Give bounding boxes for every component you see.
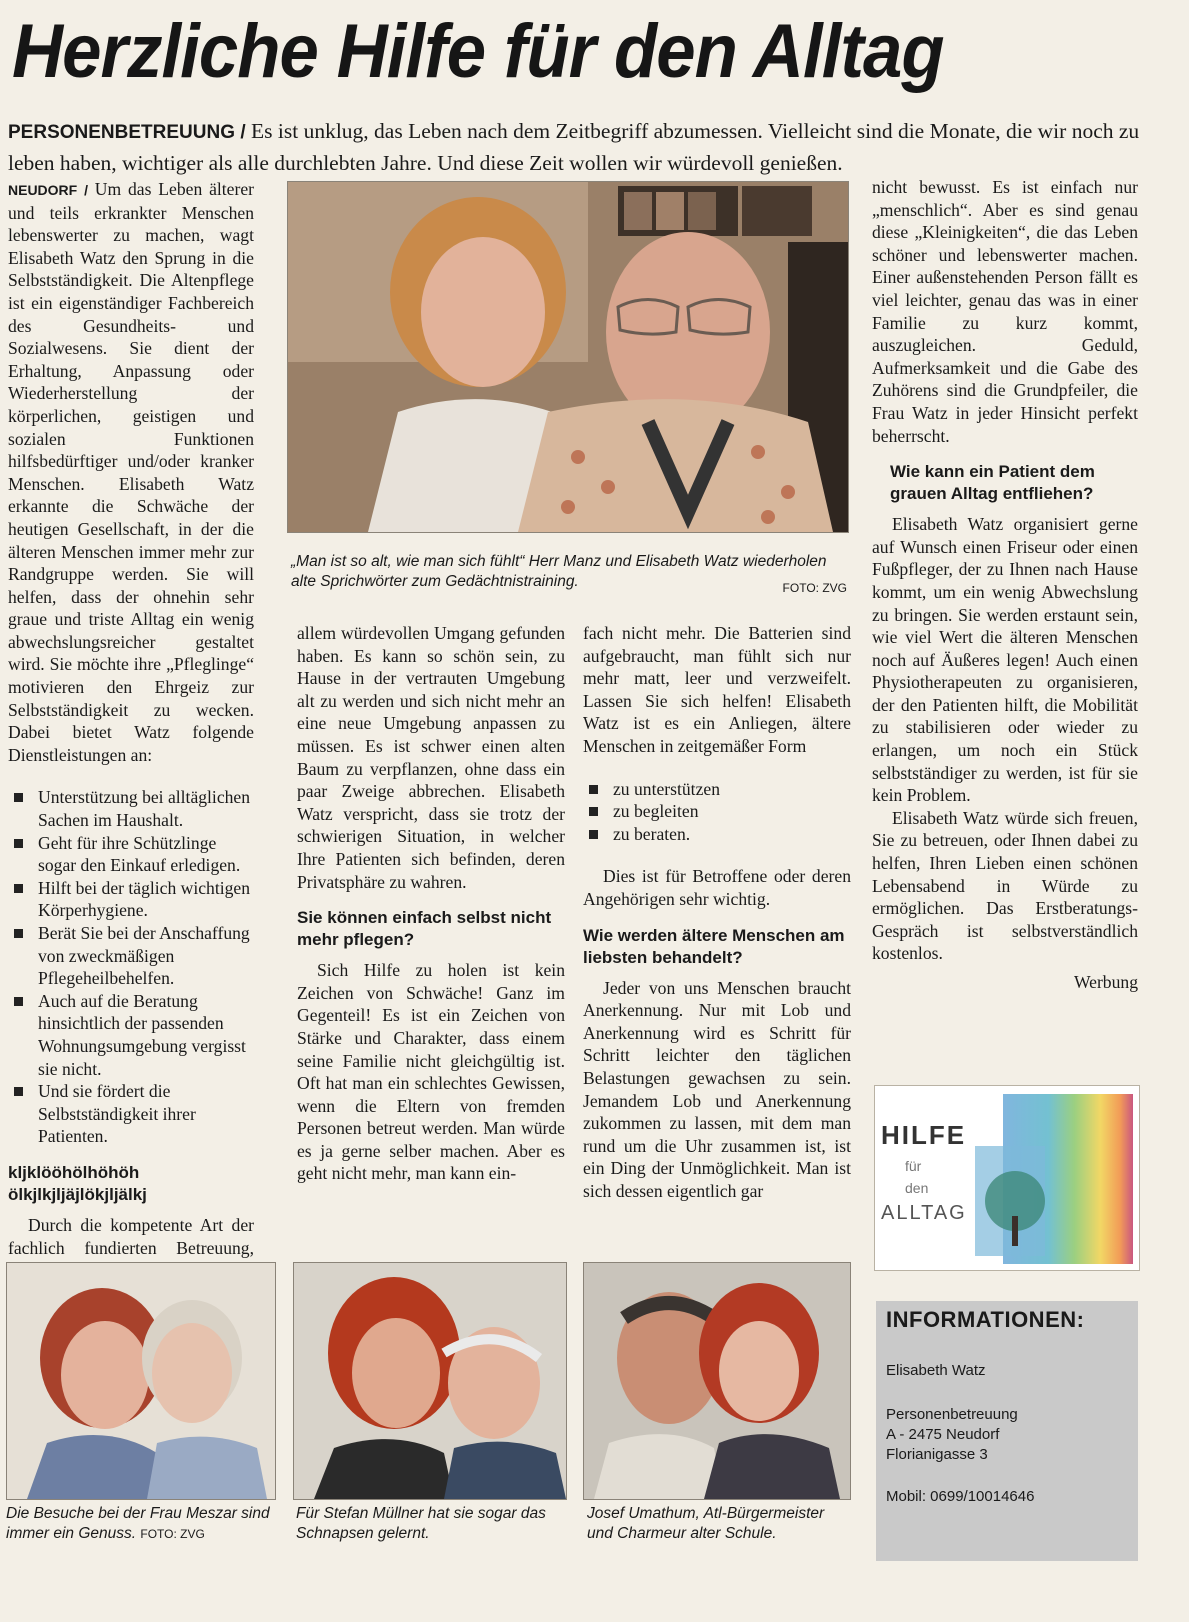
info-line-3: Florianigasse 3: [886, 1446, 988, 1463]
bottom-caption-1-text: Die Besuche bei der Frau Meszar sind immer ein Genuss.: [6, 1505, 270, 1542]
info-phone: Mobil: 0699/10014646: [886, 1488, 1035, 1505]
main-photo-caption: [291, 552, 847, 598]
info-line-2: A - 2475 Neudorf: [886, 1426, 1000, 1443]
col3-subhead: Wie werden ältere Menschen am liebsten behandelt?: [583, 925, 845, 967]
info-line-1: Personenbetreuung: [886, 1406, 1018, 1423]
column-4: [872, 176, 1138, 994]
main-photo-image: [288, 182, 848, 532]
lead-text: Es ist unklug, das Leben nach dem Zeitbegriff abzumessen. Vielleicht sind die Monate, die wir noch zu leben haben, wichtiger als alle durchlebten Jahre. Und diese Zeit wollen wir würdevoll genießen.: [8, 119, 1140, 175]
col3-paragraph-2: Dies ist für Betroffene oder deren Angehörigen sehr wichtig.: [583, 866, 851, 909]
logo-graphic: [875, 1086, 1139, 1270]
bottom-photo-2: [293, 1262, 567, 1500]
col1-paragraph-2: Durch die kompetente Art der fachlich fundierten Betreuung,: [8, 1214, 254, 1258]
info-title: INFORMATIONEN:: [886, 1307, 1085, 1332]
column-2: [297, 622, 565, 1185]
col4-subhead: Wie kann ein Patient dem grauen Alltag entfliehen?: [890, 462, 1095, 504]
col2-paragraph-2: Sich Hilfe zu holen ist kein Zeichen von Schwäche! Ganz im Gegenteil! Es ist ein Zeichen von Stärke und Charakter, dass einem seine Familie nicht gleichgültig ist. Oft hat man ein schlechtes Gewissen, wenn die Eltern von fremden Personen betreut werden. Man würde es ja gerne selber machen. Aber es geht nicht mehr, man kann ein-: [297, 960, 565, 1184]
list-item: zu begleiten: [583, 800, 851, 823]
col2-subhead: Sie können einfach selbst nicht mehr pflegen?: [297, 908, 552, 950]
col3-paragraph-3: Jeder von uns Menschen braucht Anerkennung. Nur mit Lob und Anerkennung wird es Schritt für Schritt leichter den täglichen Belastungen gewachsen zu sein. Jemandem Lob und Anerkennung zukommen zu lassen, mit dem man rund um die Uhr zusammen ist, ist ein Ding der Unmöglichkeit. Man ist sich dessen eigentlich gar: [583, 977, 851, 1201]
list-item: zu unterstützen: [583, 778, 851, 801]
info-box: [876, 1301, 1138, 1561]
bottom-caption-3: [587, 1504, 853, 1544]
bottom-caption-2-text: Für Stefan Müllner hat sie sogar das Schnapsen gelernt.: [296, 1505, 546, 1542]
headline: Herzliche Hilfe für den Alltag: [12, 9, 944, 94]
list-item: zu beraten.: [583, 823, 851, 846]
col1-subhead: kljklööhölhöhöh ölkjlkjljäjlökjljälkj: [8, 1162, 147, 1204]
col4-paragraph-2: Elisabeth Watz organisiert gerne auf Wunsch einen Friseur oder einen Fußpfleger, der zu Ihnen nach Hause kommt, um ein wenig Abwechslung zu bringen. Sie werden erstaunt sein, wie viel Wert die älteren Menschen noch auf Äußeres legen! Auch einen Physiotherapeuten zu organisieren, der den Patienten hilft, die Mobilität zu stabilisieren oder wieder zu erlangen, um noch ein Stück selbstständiger zu werden, ist für sie kein Problem.: [872, 514, 1138, 806]
bottom-caption-1: [6, 1504, 274, 1544]
bottom-photo-3: [583, 1262, 851, 1500]
column-3: [583, 622, 851, 1202]
lead-kicker: PERSONENBETREUUNG: [8, 122, 235, 143]
bottom-photo-2-image: [294, 1263, 566, 1499]
col3-paragraph-1: fach nicht mehr. Die Batterien sind aufgebraucht, man fühlt sich nur mehr matt, leer und verzweifelt. Lassen Sie sich helfen! Elisabeth Watz ist es ein Anliegen, ältere Menschen in zeitgemäßer Form: [583, 623, 851, 756]
lead-separator: /: [240, 122, 246, 143]
column-1: [8, 178, 254, 1327]
ad-note: Werbung: [1073, 972, 1138, 992]
logo-word-hilfe: HILFE: [881, 1120, 967, 1150]
dateline-separator: /: [84, 182, 88, 198]
col1-paragraph-1: Um das Leben älterer und teils erkrankter Menschen lebenswerter zu machen, wagt Elisabeth Watz den Sprung in die Selbstständigkeit. Die Altenpflege ist ein eigenständiger Fachbereich des Gesundheits- und Sozialwesens. Sie dient der Erhaltung, Anpassung oder Wiederherstellung der körperlichen, geistigen und sozialen Funktionen hilfsbedürftiger und/oder kranker Menschen. Elisabeth Watz erkannte die Schwäche der heutigen Gesellschaft, in der die älteren Menschen immer mehr zur Randgruppe werden. Sie will helfen, dass der ohnehin sehr graue und triste Alltag ein wenig abwechslungsreicher gestaltet wird. Sie möchte ihre „Pfleglinge“ motivieren den Ehrgeiz zur Selbstständigkeit zu wecken. Dabei bietet Watz folgende Dienstleistungen an:: [8, 179, 254, 765]
list-item: Berät Sie bei der Anschaffung von zweckmäßigen Pflegeheilbehelfen.: [8, 922, 254, 990]
lead-paragraph: [8, 116, 1180, 178]
bottom-photo-3-image: [584, 1263, 850, 1499]
bottom-caption-1-credit: FOTO: ZVG: [140, 1527, 205, 1541]
logo-word-den: den: [905, 1180, 929, 1196]
bottom-photo-1-image: [7, 1263, 275, 1499]
col4-paragraph-1: nicht bewusst. Es ist einfach nur „menschlich“. Aber es sind genau diese „Kleinigkeiten“, die das Leben schöner und lebenswerter machen. Einer außenstehenden Person fällt es viel leichter, genau das was in einer Familie zu kurz kommt, auszugleichen. Geduld, Aufmerksamkeit und die Gabe des Zuhörens sind die Grundpfeiler, die Frau Watz in jeder Hinsicht perfekt beherrscht.: [872, 177, 1138, 446]
list-item: Unterstützung bei alltäglichen Sachen im Haushalt.: [8, 786, 254, 831]
bottom-caption-3-text: Josef Umathum, Atl-Bürgermeister und Charmeur alter Schule.: [587, 1505, 825, 1542]
main-photo-credit: FOTO: ZVG: [782, 581, 847, 595]
bottom-photo-1: [6, 1262, 276, 1500]
services-list: [8, 786, 254, 1148]
main-photo-caption-text: „Man ist so alt, wie man sich fühlt“ Herr Manz und Elisabeth Watz wiederholen alte Sprichwörter zum Gedächtnistraining.: [291, 553, 827, 590]
info-name: Elisabeth Watz: [886, 1362, 986, 1379]
list-item: Und sie fördert die Selbstständigkeit ihrer Patienten.: [8, 1080, 254, 1148]
list-item: Hilft bei der täglich wichtigen Körperhygiene.: [8, 877, 254, 922]
support-list: [583, 778, 851, 846]
logo-word-alltag: ALLTAG: [881, 1202, 967, 1224]
list-item: Auch auf die Beratung hinsichtlich der passenden Wohnungsumgebung vergisst sie nicht.: [8, 990, 254, 1080]
list-item: Geht für ihre Schützlinge sogar den Einkauf erledigen.: [8, 832, 254, 877]
logo-word-fuer: für: [905, 1158, 922, 1174]
col2-paragraph-1: allem würdevollen Umgang gefunden haben. Es kann so schön sein, zu Hause in der vertrauten Umgebung alt zu werden und sich nicht mehr an eine neue Umgebung anpassen zu müssen. Es ist schwer einen alten Baum zu verpflanzen, ohne dass ein paar Zweige abbrechen. Elisabeth Watz verspricht, dass sie trotz der schwierigen Situation, in welcher Ihre Patienten sich befinden, deren Privatsphäre zu wahren.: [297, 623, 565, 892]
hilfe-logo: [874, 1085, 1140, 1271]
bottom-caption-2: [296, 1504, 564, 1544]
col4-paragraph-3: Elisabeth Watz würde sich freuen, Sie zu betreuen, oder Ihnen dabei zu helfen, Ihren Lieben einen schönen Lebensabend in Würde zu ermöglichen. Das Erstberatungs-Gespräch ist selbstverständlich kostenlos.: [872, 807, 1138, 964]
main-photo: [287, 181, 849, 533]
dateline: NEUDORF: [8, 182, 78, 198]
